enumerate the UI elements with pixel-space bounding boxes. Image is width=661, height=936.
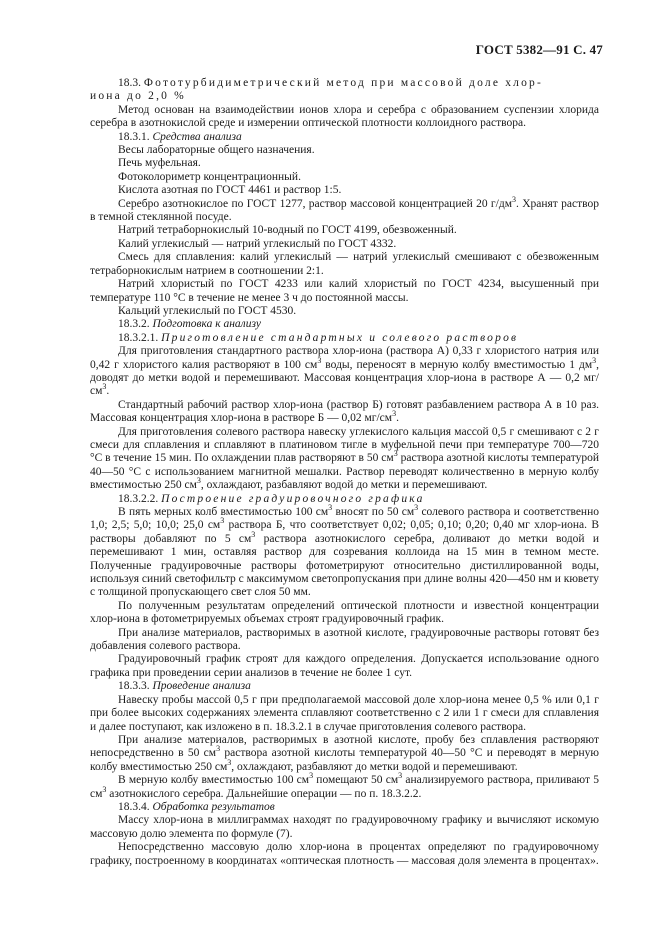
paragraph: В пять мерных колб вместимостью 100 $см^3$ вносят по 50 $см^3$ солевого раствора и соответственно 1,0; 2,5; 5,0; 10,0; 25,0 $см^3$ раствора Б, что соответствует 0,02; 0,05; 0,10; 0,20; 0,40 мг хлор-иона. В растворы добавляют по 5 $см^3$ раствора азотнокислого серебра, доливают до метки водой и перемешивают 1 мин, оставляя раствор для созревания коллоида на 15 мин в темном месте. Полученные градуировочные растворы фотометрируют относительно дистиллированной воды, используя синий светофильтр с максимумом светопропускания при длине волны 420—450 нм и кювету с толщиной пропускающего свет слоя 50 мм. [90, 503, 599, 599]
page-header: ГОСТ 5382—91 С. 47 [475, 42, 603, 57]
paragraph: При анализе материалов, растворимых в азотной кислоте, пробу без сплавления растворяют непосредственно в 50 $см^3$ раствора азотной кислоты температурой 40—50 °С и переводят в мерную колбу вместимостью 250 $см^3$, охлаждают, разбавляют до метки водой и перемешивают. [90, 733, 599, 773]
subsection-heading: 18.3.2. Подготовка к анализу [118, 318, 261, 331]
paragraph: Метод основан на взаимодействии ионов хлора и серебра с образованием суспензии хлорида серебра в азотнокислой среде и измерении оптической плотности коллоидного раствора. [90, 103, 599, 130]
section-title: Фототурбидиметрический метод при массовой доле хлор- [143, 77, 544, 89]
paragraph: Градуировочный график строят для каждого определения. Допускается использование одного графика при проведении серии анализов в течение не более 1 сут. [90, 653, 599, 679]
paragraph: Непосредственно массовую долю хлор-иона в процентах определяют по градуировочному графику, построенному в координатах «оптическая плотность — массовая доля элемента в процентах». [90, 841, 599, 867]
paragraph: Натрий тетраборнокислый 10-водный по ГОСТ 4199, обезвоженный. [118, 224, 457, 237]
paragraph: Смесь для сплавления: калий углекислый — натрий углекислый смешивают с обезвоженным тетраборнокислым натрием в соотношении 2:1. [90, 251, 599, 277]
subsection-heading: 18.3.4. Обработка результатов [118, 800, 275, 813]
subsection-heading: 18.3.1. Средства анализа [118, 130, 242, 143]
paragraph: Фотоколориметр концентрационный. [118, 170, 301, 183]
paragraph: Для приготовления стандартного раствора хлор-иона (раствора А) 0,33 г хлористого натрия или 0,42 г хлористого калия растворяют в 100 $см^3$ воды, переносят в мерную колбу вместимостью 1 $дм^3$, доводят до метки водой и перемешивают. Массовая концентрация хлор-иона в растворе А — 0,2 $мг/см^3$. [90, 345, 599, 398]
paragraph: Навеску пробы массой 0,5 г при предполагаемой массовой доле хлор-иона менее 0,5 % или 0,1 г при более высоких содержаниях элемента сплавляют соответственно с 2 или 1 г смеси для сплавления и далее поступают, как изложено в п. 18.3.2.1 в случае приготовления солевого раствора. [90, 693, 599, 733]
document-body [90, 77, 599, 868]
paragraph: Массу хлор-иона в миллиграммах находят по градуировочному графику и вычисляют искомую массовую долю элемента по формуле (7). [90, 814, 599, 840]
paragraph: В мерную колбу вместимостью 100 $см^3$ помещают 50 $см^3$ анализируемого раствора, приливают 5 $см^3$ азотнокислого серебра. Дальнейшие операции — по п. 18.3.2.2. [90, 771, 599, 800]
section-heading: 18.3. Фототурбидиметрический метод при массовой доле хлор- иона до 2,0 % [90, 77, 544, 103]
paragraph: Кислота азотная по ГОСТ 4461 и раствор 1:5. [118, 184, 342, 197]
paragraph: Для приготовления солевого раствора навеску углекислого кальция массой 0,5 г смешивают с 2 г смеси для сплавления и сплавляют в платиновом тигле в муфельной печи при температуре 700—720 °С в течение 15 мин. По охлаждении плав растворяют в 50 $см^3$ раствора азотной кислоты температурой 40—50 °С с использованием магнитной мешалки. Раствор переводят количественно в мерную колбу вместимостью 250 $см^3$, охлаждают, разбавляют водой до метки и перемешивают. [90, 425, 600, 492]
subsection-heading: 18.3.2.1. Приготовление стандартных и солевого растворов [118, 331, 519, 344]
paragraph: Печь муфельная. [118, 157, 201, 170]
paragraph: Серебро азотнокислое по ГОСТ 1277, раствор массовой концентрацией 20 $г/дм^3$. Хранят раствор в темной стеклянной посуде. [90, 194, 600, 224]
paragraph: Стандартный рабочий раствор хлор-иона (раствор Б) готовят разбавлением раствора А в 10 раз. Массовая концентрация хлор-иона в растворе Б — 0,02 $мг/см^3$. [90, 398, 599, 425]
subsection-heading: 18.3.2.2. Построение градуировочного графика [118, 492, 425, 505]
paragraph: Калий углекислый — натрий углекислый по ГОСТ 4332. [118, 237, 397, 250]
paragraph: Кальций углекислый по ГОСТ 4530. [118, 304, 297, 317]
paragraph: Натрий хлористый по ГОСТ 4233 или калий хлористый по ГОСТ 4234, высушенный при температуре 110 °С в течение не менее 3 ч до постоянной массы. [90, 278, 599, 304]
subsection-heading: 18.3.3. Проведение анализа [118, 680, 251, 693]
paragraph: Весы лабораторные общего назначения. [118, 144, 315, 157]
paragraph: По полученным результатам определений оптической плотности и известной концентрации хлор-иона в фотометрируемых объемах строят градуировочный график. [90, 599, 599, 626]
paragraph: При анализе материалов, растворимых в азотной кислоте, градуировочные растворы готовят без добавления солевого раствора. [90, 626, 599, 653]
section-title-cont: иона до 2,0 % [90, 90, 186, 103]
